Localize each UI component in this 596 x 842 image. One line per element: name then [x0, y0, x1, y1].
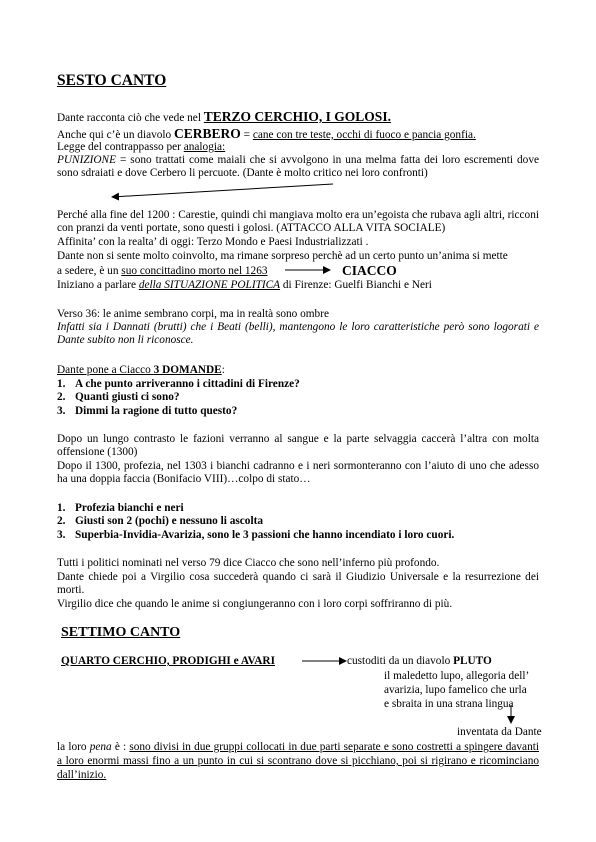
pena-description: sono divisi in due gruppi collocati in due parti separate e sono costretti a spingere davanti a loro enormi massi fino a un punto in cui si scontrano dove si picchiano, poi si rigirano e ricominciano dall’inizio. [57, 741, 539, 781]
tre-domande: 3 DOMANDE [153, 364, 222, 376]
item-number: 1. [57, 378, 66, 390]
item-text: Giusti son 2 (pochi) e nessuno li ascolta [75, 515, 263, 528]
text: Anche qui c’è un diavolo [57, 129, 175, 141]
item-number: 2. [57, 391, 66, 404]
cerbero-description: cane con tre teste, occhi di fuoco e pancia gonfia. [252, 129, 476, 141]
paragraph-contrasto: Dopo un lungo contrasto le fazioni verranno al sangue e la parte selvaggia caccerà l’altra con molta offensione (1300) [57, 433, 539, 459]
text: Iniziano a parlare [57, 279, 139, 291]
title-settimo-canto: SETTIMO CANTO [61, 625, 181, 640]
ciacco-name: CIACCO [342, 263, 397, 278]
paragraph-dannati-beati: Infatti sia i Dannati (brutti) che i Beati (belli), mantengono le loro caratteristiche però sono logorati e Dante subito non li riconosce. [57, 321, 539, 347]
punizione-label: PUNIZIONE [57, 154, 116, 166]
line-tutti-politici: Tutti i politici nominati nel verso 79 dice Ciacco che sono nell’inferno più profondo. [57, 557, 440, 569]
item-text: Superbia-Invidia-Avarizia, sono le 3 passioni che hanno incendiato i loro cuori. [75, 528, 455, 541]
line-virgilio: Virgilio dice che quando le anime si congiungeranno con i loro corpi soffriranno di più. [57, 598, 453, 610]
text: di Firenze: Guelfi Bianchi e Neri [280, 279, 432, 291]
pluto-name: PLUTO [453, 655, 492, 667]
item-number: 2. [57, 515, 66, 528]
item-text: Quanti giusti ci sono? [75, 391, 180, 404]
item-number: 3. [57, 404, 66, 417]
paragraph-profezia: Dopo il 1300, profezia, nel 1303 i bianchi cadranno e i neri sormonteranno con l’aiuto di uno che adesso ha una doppia faccia (Bonifacio VIII)…colpo di stato… [57, 460, 539, 486]
line-verso-36: Verso 36: le anime sembrano corpi, ma in realtà sono ombre [57, 308, 329, 320]
pluto-line-2: avarizia, lupo famelico che urla [384, 684, 527, 696]
text: Legge del contrappasso per [57, 141, 184, 153]
text: è : [111, 741, 130, 753]
paragraph-coinvolto: Dante non si sente molto coinvolto, ma rimane sorpreso perchè ad un certo punto un’anima si mette [57, 250, 508, 262]
line-affinita: Affinita’ con la realta’ di oggi: Terzo Mondo e Paesi Industrializzati . [57, 236, 369, 248]
heading-quarto-cerchio: QUARTO CERCHIO, PRODIGHI e AVARI [61, 655, 275, 667]
paragraph-carestie: Perché alla fine del 1200 : Carestie, quindi chi mangiava molto era un’egoista che rubava agli altri, ricconi con pranzi da venti portate, sono questi i golosi. (ATTACCO ALLA VITA SOCIALE) [57, 209, 539, 235]
cerbero-name: CERBERO [174, 126, 241, 141]
item-number: 1. [57, 502, 66, 514]
pluto-line-1: il maledetto lupo, allegoria dell’ [384, 670, 530, 682]
text: custoditi da un diavolo [347, 655, 454, 667]
situazione-politica: della SITUAZIONE POLITICA [138, 279, 281, 291]
concittadino: suo concittadino morto nel 1263 [121, 265, 268, 277]
text: la loro [57, 741, 90, 753]
item-text: Dimmi la ragione di tutto questo? [75, 404, 238, 417]
pluto-line-3: e sbraita in una strana lingua [384, 698, 514, 710]
analogia: analogia: [183, 141, 226, 153]
text: a sedere, è un [57, 265, 122, 277]
paragraph-giudizio: Dante chiede poi a Virgilio cosa succederà quando ci sarà il Giudizio Universale e la resurrezione dei morti. [57, 571, 539, 597]
item-text: A che punto arriveranno i cittadini di Firenze? [75, 378, 300, 390]
text: : [221, 364, 225, 376]
item-number: 3. [57, 528, 66, 541]
text: = sono trattati come maiali che si avvolgono in una melma fatta dei loro escrementi dove sono sdraiati e dove Cerbero li percuote. (Dante è molto critico nei loro confronti) [57, 154, 539, 180]
item-text: Profezia bianchi e neri [75, 502, 184, 514]
text: Dante racconta ciò che vede nel [57, 112, 204, 124]
arrow-to-punizione [112, 184, 333, 197]
text: Dante pone a Ciacco [57, 364, 154, 376]
inventata-da-dante: inventata da Dante [457, 726, 542, 738]
title-sesto-canto: SESTO CANTO [57, 72, 167, 89]
pena-word: pena [89, 741, 112, 753]
text: = [240, 129, 253, 141]
heading-terzo-cerchio: TERZO CERCHIO, I GOLOSI. [203, 109, 391, 124]
